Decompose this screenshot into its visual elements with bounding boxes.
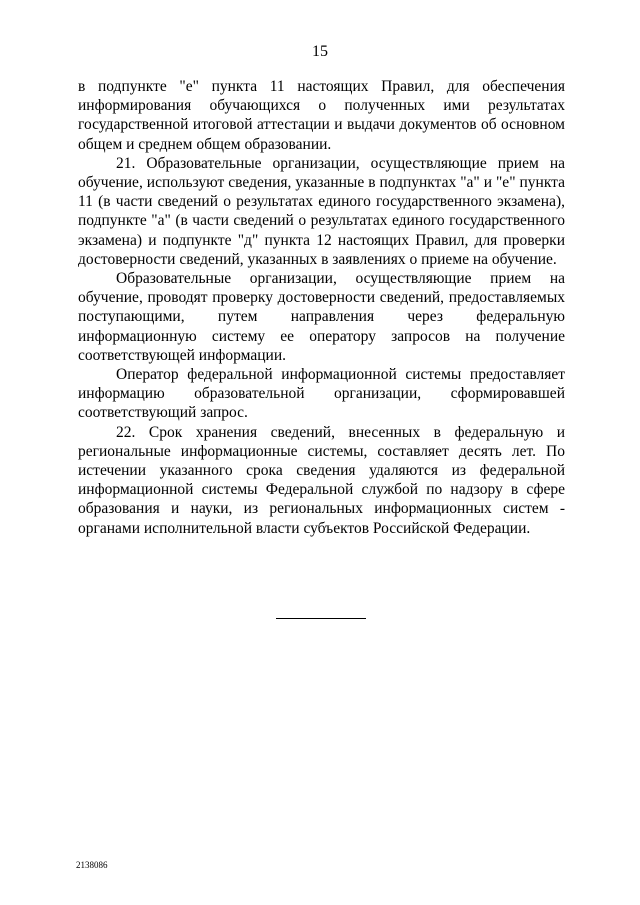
- document-body: [78, 77, 565, 538]
- paragraph-item-21: 21. Образовательные организации, осуществляющие прием на обучение, используют сведения, указанные в подпунктах "а" и "е" пункта 11 (в части сведений о результатах единого государственного экзамена), подпункте "а" (в части сведений о результатах единого государственного экзамена) и подпункте "д" пункта 12 настоящих Правил, для проверки достоверности сведений, указанных в заявлениях о приеме на обучение.: [78, 154, 565, 268]
- document-code: 2138086: [76, 860, 108, 870]
- paragraph-item-22: 22. Срок хранения сведений, внесенных в федеральную и региональные информационные системы, составляет десять лет. По истечении указанного срока сведения удаляются из федеральной информационной системы Федеральной службой по надзору в сфере образования и науки, из региональных информационных систем - органами исполнительной власти субъектов Российской Федерации.: [78, 423, 565, 537]
- paragraph-continuation: в подпункте "е" пункта 11 настоящих Правил, для обеспечения информирования обучающихся о полученных ими результатах государственной итоговой аттестации и выдачи документов об основном общем и среднем общем образовании.: [78, 78, 565, 153]
- paragraph-operator: Оператор федеральной информационной системы предоставляет информацию образовательной организации, сформировавшей соответствующий запрос.: [78, 366, 565, 422]
- end-rule: [276, 618, 366, 619]
- page-number: 15: [312, 43, 328, 60]
- paragraph-verification: Образовательные организации, осуществляющие прием на обучение, проводят проверку достоверности сведений, предоставляемых поступающими, путем направления через федеральную информационную систему ее оператору запросов на получение соответствующей информации.: [78, 270, 565, 364]
